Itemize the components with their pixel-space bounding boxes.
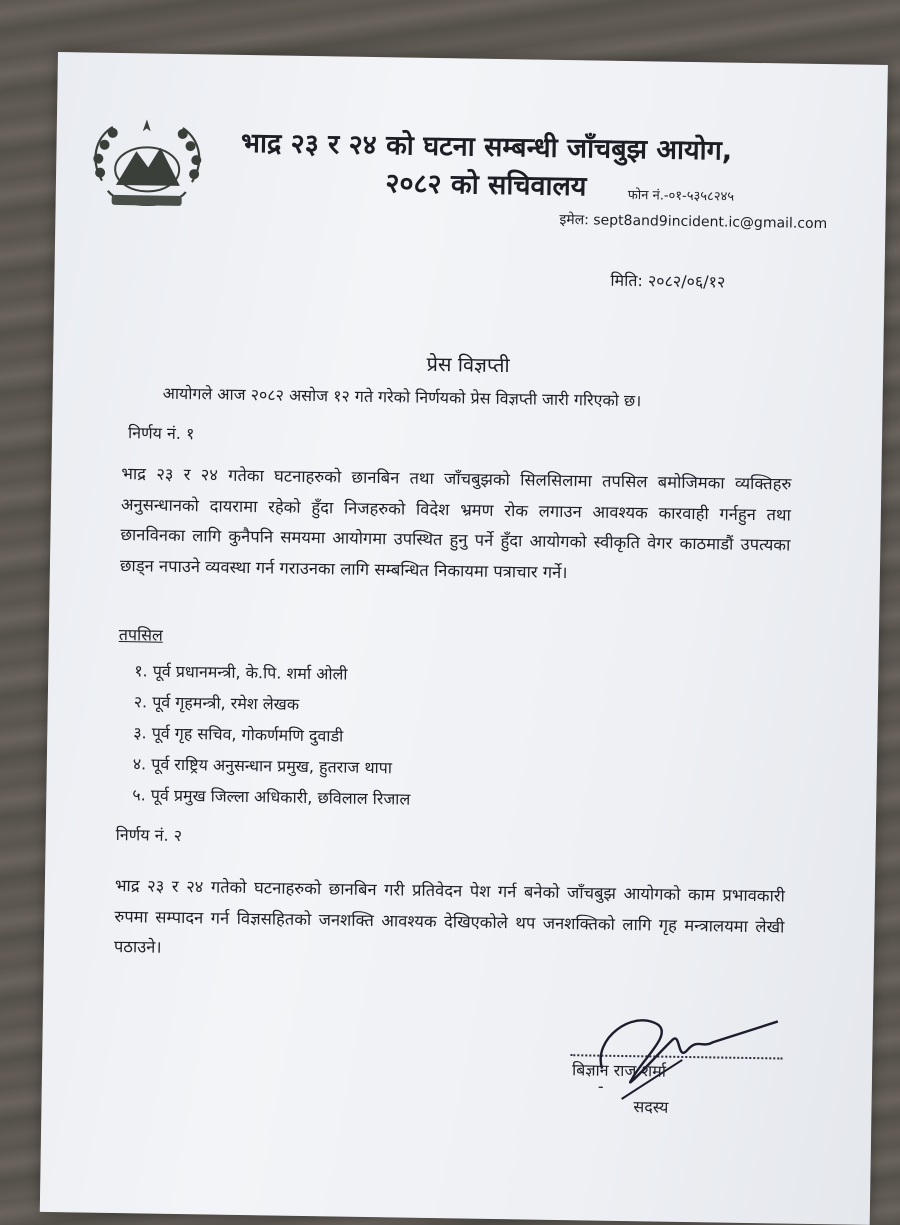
phone-number: फोन नं.-०१-५३५८२४५ xyxy=(627,187,735,205)
press-release-intro: आयोगले आज २०८२ असोज १२ गते गरेको निर्णयको प्रेस विज्ञप्ती जारी गरिएको छ। xyxy=(162,383,642,411)
office-title-line1: भाद्र २३ र २४ को घटना सम्बन्धी जाँचबुझ आयोग, xyxy=(240,127,733,167)
letter-date: मिति: २०८२/०६/१२ xyxy=(610,270,726,292)
list-item: ५. पूर्व प्रमुख जिल्ला अधिकारी, छविलाल रिजाल xyxy=(132,785,411,809)
press-release-heading: प्रेस विज्ञप्ती xyxy=(426,351,510,378)
signer-name: बिज्ञान राज शर्मा xyxy=(571,1060,667,1081)
list-item: २. पूर्व गृहमन्त्री, रमेश लेखक xyxy=(133,692,300,714)
decision-1-text: भाद्र २३ र २४ गतेका घटनाहरुको छानबिन तथा जाँचबुझको सिलसिलामा तपसिल बमोजिमका व्यक्तिहरु अनुसन्धानको दायरामा रहेको हुँदा निजहरुको विदेश भ्रमण रोक लगाउन आवश्यक कारवाही गर्नहुन तथा छानविनका लागि कुनैपनि समयमा आयोगमा उपस्थित हुनु पर्ने हुँदा आयोगको स्वीकृति वेगर काठमाडौं उपत्यका छाड्न नपाउने व्यवस्था गर्न गराउनका लागि सम्बन्धित निकायमा पत्राचार गर्ने। xyxy=(119,464,792,582)
list-item: ३. पूर्व गृह सचिव, गोकर्णमणि दुवाडी xyxy=(133,723,344,746)
press-release-page xyxy=(40,52,888,1225)
decision-2-label: निर्णय नं. २ xyxy=(115,825,183,846)
nepal-government-emblem xyxy=(81,110,213,222)
email-address: इमेल: sept8and9incident.ic@gmail.com xyxy=(559,211,828,233)
list-item: ४. पूर्व राष्ट्रिय अनुसन्धान प्रमुख, हुतराज थापा xyxy=(132,754,393,778)
signer-role: सदस्य xyxy=(633,1097,669,1117)
office-title-line2: २०८२ को सचिवालय xyxy=(385,168,587,203)
signer-dash: - xyxy=(597,1076,604,1096)
decision-2-text: भाद्र २३ र २४ गतेको घटनाहरुको छानबिन गरी प्रतिवेदन पेश गर्न बनेको जाँचबुझ आयोगको काम प्रभावकारी रुपमा सम्पादन गर्न विज्ञसहितको जनशक्ति आवश्यक देखिएकोले थप जनशक्तिको लागि गृह मन्त्रालयमा लेखी पठाउने। xyxy=(113,875,785,957)
tapsil-list xyxy=(132,655,412,814)
tapsil-label: तपसिल xyxy=(118,625,164,645)
list-item: १. पूर्व प्रधानमन्त्री, के.पि. शर्मा ओली xyxy=(134,661,348,684)
decision-1-label: निर्णय नं. १ xyxy=(127,423,195,444)
